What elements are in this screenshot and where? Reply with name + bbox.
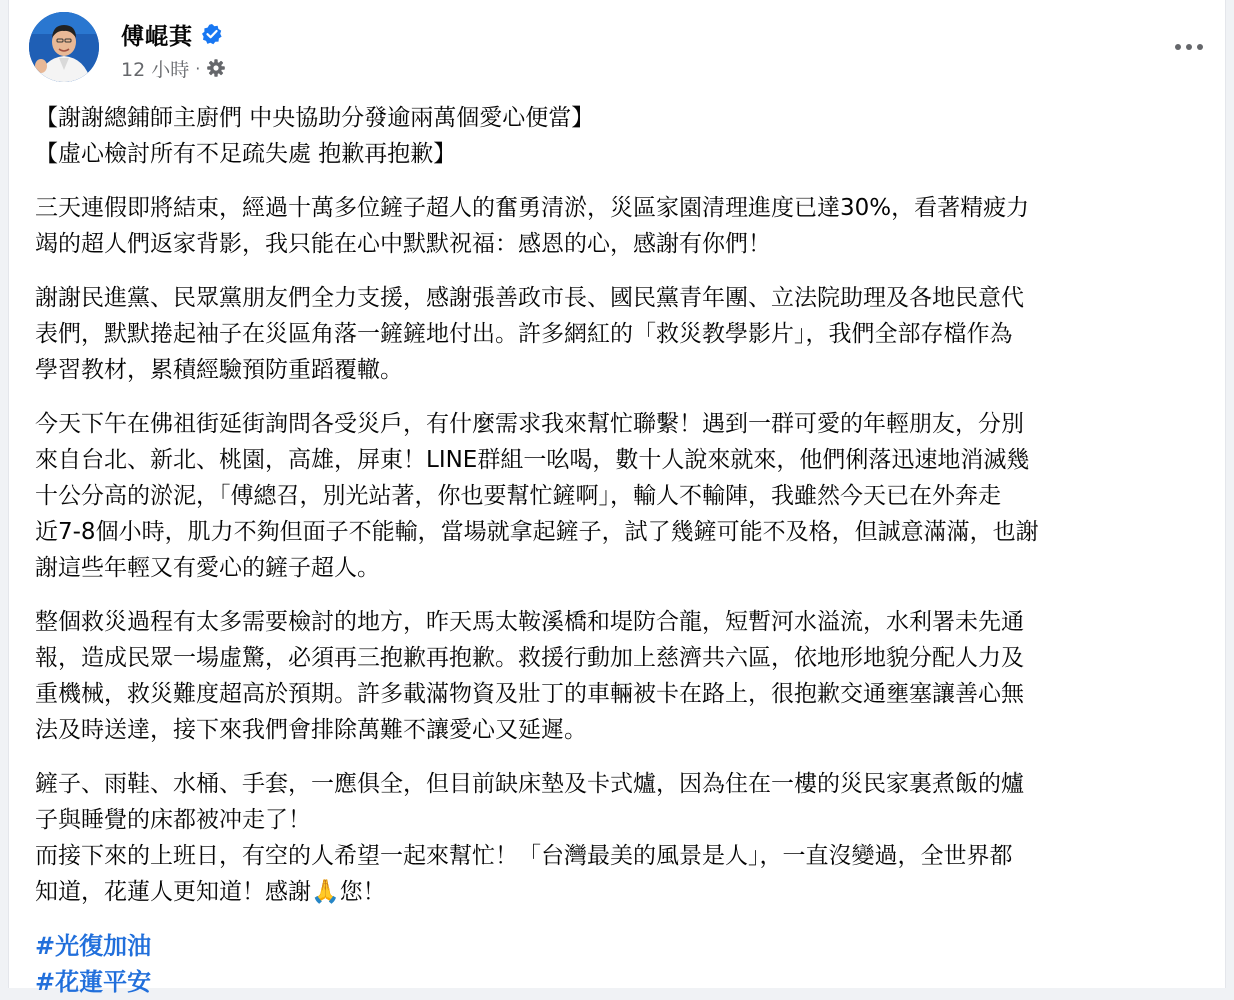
text-line: 三天連假即將結束，經過十萬多位鏟子超人的奮勇清淤，災區家園清理進度已達30%，看著精疲力	[35, 195, 1030, 221]
text-line: 十公分高的淤泥，「傅總召，別光站著，你也要幫忙鏟啊」，輸人不輸陣，我雖然今天已在外奔走	[35, 483, 1001, 509]
text-line: 法及時送達，接下來我們會排除萬難不讓愛心又延遲。	[35, 717, 587, 743]
author-name[interactable]: 傅崐萁	[121, 23, 193, 50]
text-line: 整個救災過程有太多需要檢討的地方，昨天馬太鞍溪橋和堤防合龍，短暫河水溢流，水利署未先通	[35, 609, 1024, 635]
post-header	[25, 12, 1215, 84]
text-line: 表們，默默捲起袖子在災區角落一鏟鏟地付出。許多網紅的「救災教學影片」，我們全部存檔作為	[35, 321, 1013, 347]
avatar-image	[29, 12, 99, 82]
author-avatar[interactable]	[29, 12, 99, 82]
text-line: 謝謝民進黨、民眾黨朋友們全力支援，感謝張善政市長、國民黨青年團、立法院助理及各地民意代	[35, 285, 1024, 311]
more-horizontal-icon	[1175, 44, 1181, 50]
text-line: 子與睡覺的床都被冲走了！	[35, 807, 311, 833]
post-body	[35, 100, 1215, 1000]
text-line: 而接下來的上班日，有空的人希望一起來幫忙！「台灣最美的風景是人」，一直沒變過，全世界都	[35, 843, 1013, 869]
more-options-button[interactable]	[1169, 32, 1209, 62]
hashtag-list	[35, 928, 1215, 1000]
verified-badge-icon	[201, 23, 223, 45]
more-horizontal-icon	[1186, 44, 1192, 50]
paragraph	[35, 604, 1215, 748]
post-meta	[121, 56, 226, 80]
text-line: 報，造成民眾一場虛驚，必須再三抱歉再抱歉。救援行動加上慈濟共六區，依地形地貌分配人力及	[35, 645, 1024, 671]
text-line: 今天下午在佛祖街延街詢問各受災戶，有什麼需求我來幫忙聯繫！遇到一群可愛的年輕朋友，分別	[35, 411, 1024, 437]
text-line: 竭的超人們返家背影，我只能在心中默默祝福：感恩的心，感謝有你們！	[35, 231, 771, 257]
title-line: 【虛心檢討所有不足疏失處 抱歉再抱歉】	[35, 141, 457, 167]
paragraph	[35, 190, 1215, 262]
post-timestamp[interactable]: 12 小時	[121, 58, 190, 81]
text-line: 重機械，救災難度超高於預期。許多載滿物資及壯丁的車輛被卡在路上，很抱歉交通壅塞讓善心無	[35, 681, 1024, 707]
paragraph	[35, 280, 1215, 388]
author-row	[121, 18, 223, 50]
text-line: 來自台北、新北、桃園，高雄，屏東！LINE群組一吆喝，數十人說來就來，他們俐落迅速地消滅幾	[35, 447, 1030, 473]
text-line: 鏟子、雨鞋、水桶、手套，一應俱全，但目前缺床墊及卡式爐，因為住在一樓的災民家裏煮飯的爐	[35, 771, 1024, 797]
text-line: 知道，花蓮人更知道！感謝🙏您！	[35, 879, 386, 905]
gear-icon[interactable]	[206, 58, 226, 78]
hashtag-link[interactable]: #花蓮平安	[35, 968, 152, 996]
hashtag-link[interactable]: #光復加油	[35, 932, 152, 960]
more-horizontal-icon	[1197, 44, 1203, 50]
text-line: 近7-8個小時，肌力不夠但面子不能輸，當場就拿起鏟子，試了幾鏟可能不及格，但誠意滿滿，也謝	[35, 519, 1039, 545]
text-line: 謝這些年輕又有愛心的鏟子超人。	[35, 555, 380, 581]
title-line: 【謝謝總鋪師主廚們 中央協助分發逾兩萬個愛心便當】	[35, 105, 595, 131]
facebook-post	[8, 0, 1226, 996]
paragraph	[35, 406, 1215, 586]
meta-separator: ·	[195, 58, 201, 78]
text-line: 學習教材，累積經驗預防重蹈覆轍。	[35, 357, 403, 383]
post-title	[35, 100, 1215, 172]
paragraph	[35, 766, 1215, 910]
